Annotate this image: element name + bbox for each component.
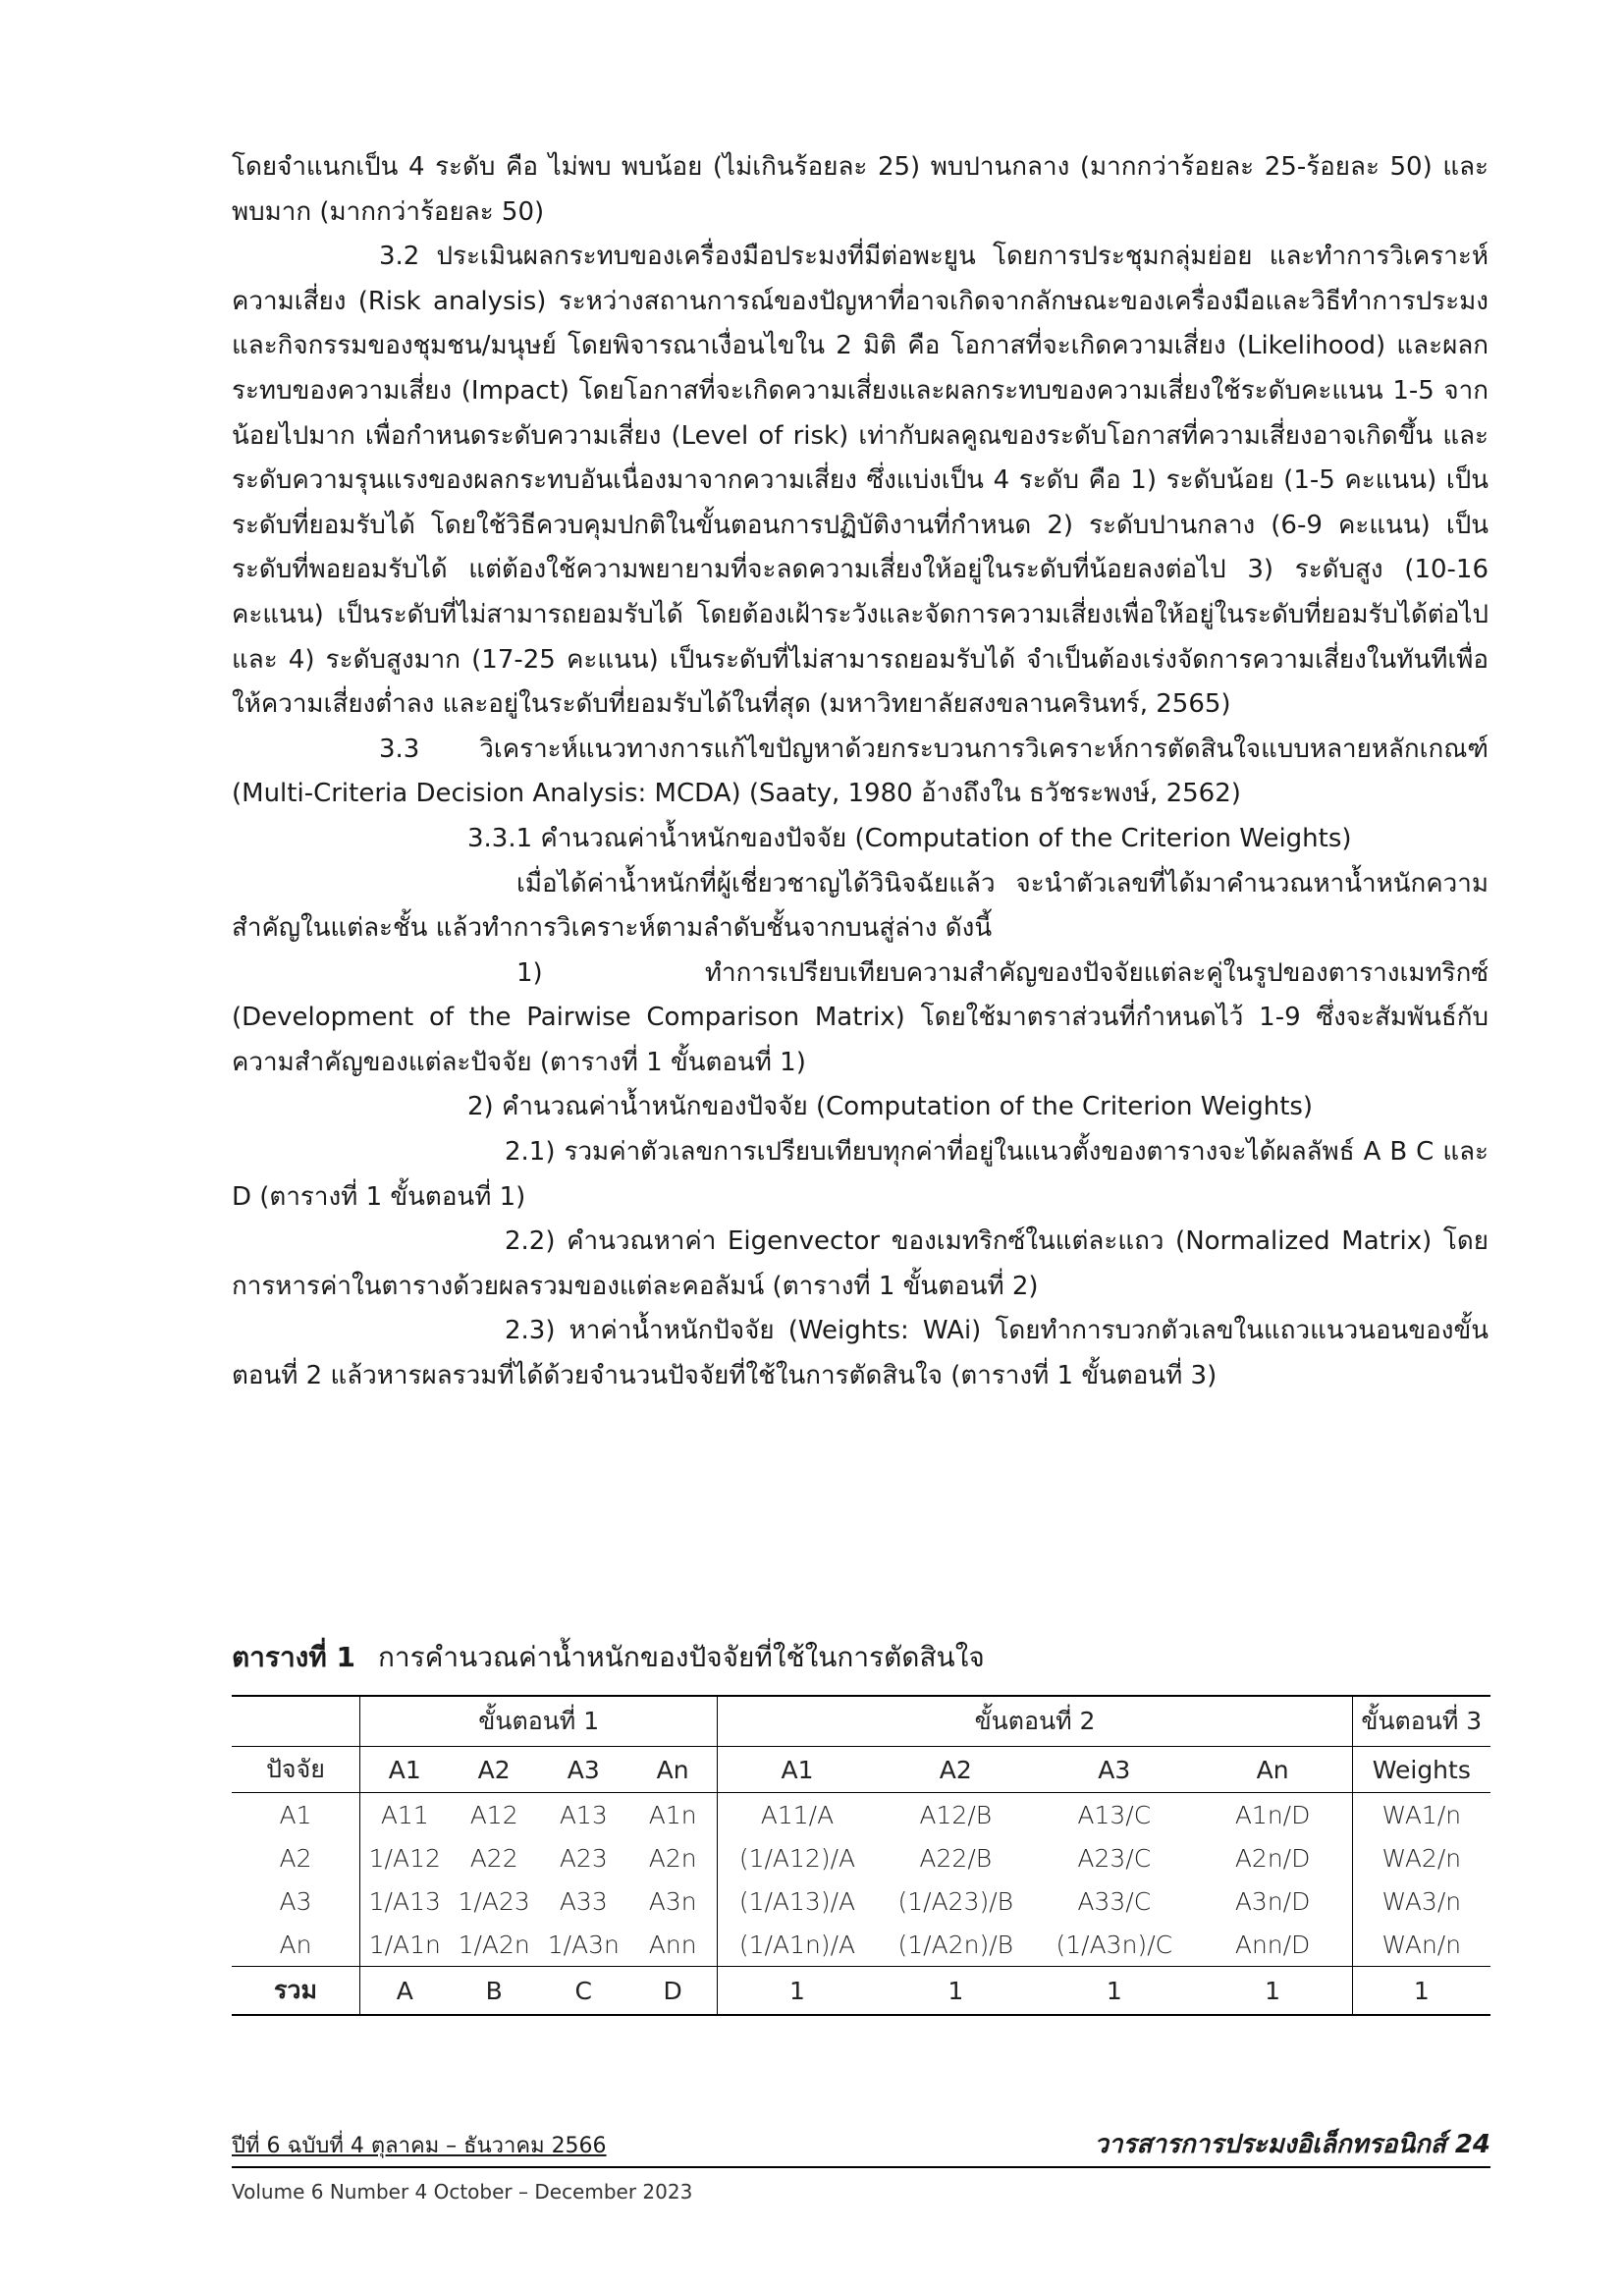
group-header-step-3: ขั้นตอนที่ 3 <box>1352 1696 1490 1747</box>
table-cell: A11 <box>359 1793 449 1837</box>
table-cell: A12/B <box>919 1800 993 1829</box>
table-cell: (1/A12)/A <box>718 1836 877 1879</box>
table-cell: A33 <box>559 1886 608 1916</box>
table-cell: 1/A12 <box>359 1836 449 1879</box>
total-cell: 1 <box>1352 1967 1490 2016</box>
table-column-header-row <box>232 1747 1490 1793</box>
column-header: An <box>628 1747 718 1793</box>
table-cell: (1/A1n)/A <box>718 1923 877 1967</box>
total-label: รวม <box>232 1967 359 2016</box>
footer-issue-english: Volume 6 Number 4 October – December 2023 <box>232 2180 693 2204</box>
footer-journal-title: วารสารการประมงอิเล็กทรอนิกส์ 24 <box>1088 2129 1490 2160</box>
table-cell: A23 <box>559 1843 608 1873</box>
column-header: A2 <box>877 1747 1036 1793</box>
table-cell: A12 <box>469 1800 518 1829</box>
paragraph-3-3-1-heading: 3.3.1 คำนวณค่าน้ำหนักของปัจจัย (Computation of the Criterion Weights) <box>467 823 1352 853</box>
group-header-empty <box>232 1696 359 1747</box>
table-cell: (1/A23)/B <box>897 1886 1014 1916</box>
column-header: ปัจจัย <box>232 1747 359 1793</box>
column-header: Weights <box>1352 1747 1490 1793</box>
table-cell: WA3/n <box>1352 1879 1490 1923</box>
table-cell: A13 <box>559 1800 608 1829</box>
table-group-header-row <box>232 1696 1490 1747</box>
table-cell: 1/A23 <box>458 1886 530 1916</box>
table-caption <box>232 1638 985 1677</box>
footer-divider <box>232 2166 1490 2168</box>
table-caption-label: ตารางที่ 1 <box>232 1641 356 1673</box>
table-cell: A2n/D <box>1234 1843 1311 1873</box>
paragraph-3-3-mcda: 3.3 วิเคราะห์แนวทางการแก้ไขปัญหาด้วยกระบวนการวิเคราะห์การตัดสินใจแบบหลายหลักเกณฑ์ (Multi-Criteria Decision Analysis: MCDA) (Saaty, 1980 อ้างถึงใน ธวัชระพงษ์, 2562) <box>232 734 1489 809</box>
column-header: A1 <box>359 1747 449 1793</box>
table-cell: (1/A3n)/C <box>1056 1930 1173 1959</box>
table-cell: A1 <box>279 1800 312 1829</box>
table-cell: 1/A1n <box>359 1923 449 1967</box>
table-cell: WAn/n <box>1352 1923 1490 1967</box>
column-header: A3 <box>1035 1747 1194 1793</box>
table-cell: A2 <box>279 1843 312 1873</box>
table-cell: A3 <box>279 1886 312 1916</box>
table-cell: 1/A13 <box>359 1879 449 1923</box>
paragraph-expert-weights: เมื่อได้ค่าน้ำหนักที่ผู้เชี่ยวชาญได้วินิจฉัยแล้ว จะนำตัวเลขที่ได้มาคำนวณหาน้ำหนักความสำคัญในแต่ละชั้น แล้วทำการวิเคราะห์ตามลำดับชั้นจากบนสู่ล่าง ดังนี้ <box>232 868 1489 944</box>
table-cell: A22 <box>469 1843 518 1873</box>
column-header: A3 <box>539 1747 628 1793</box>
table-cell: A3n <box>648 1886 697 1916</box>
column-header: An <box>1194 1747 1353 1793</box>
total-cell: 1 <box>718 1967 877 2016</box>
total-cell: A <box>359 1967 449 2016</box>
table-cell: A1n <box>648 1800 697 1829</box>
column-header: A2 <box>450 1747 539 1793</box>
column-header: A1 <box>718 1747 877 1793</box>
paragraph-step-2-3: 2.3) หาค่าน้ำหนักปัจจัย (Weights: WAi) โดยทำการบวกตัวเลขในแถวแนวนอนของขั้นตอนที่ 2 แล้วหารผลรวมที่ได้ด้วยจำนวนปัจจัยที่ใช้ในการตัดสินใจ (ตารางที่ 1 ขั้นตอนที่ 3) <box>232 1316 1489 1391</box>
footer-issue-thai: ปีที่ 6 ฉบับที่ 4 ตุลาคม – ธันวาคม 2566 <box>232 2133 613 2160</box>
weights-table <box>232 1695 1490 2016</box>
paragraph-classification: โดยจำแนกเป็น 4 ระดับ คือ ไม่พบ พบน้อย (ไม่เกินร้อยละ 25) พบปานกลาง (มากกว่าร้อยละ 25-ร้อยละ 50) และพบมาก (มากกว่าร้อยละ 50) <box>232 152 1489 227</box>
table-cell: A11/A <box>718 1793 877 1837</box>
table-row <box>232 1836 1490 1879</box>
table-cell: (1/A2n)/B <box>897 1930 1013 1959</box>
paragraph-step-2-2: 2.2) คำนวณหาค่า Eigenvector ของเมทริกซ์ในแต่ละแถว (Normalized Matrix) โดยการหารค่าในตารางด้วยผลรวมของแต่ละคอลัมน์ (ตารางที่ 1 ขั้นตอนที่ 2) <box>232 1226 1489 1301</box>
table-cell: Ann <box>648 1930 697 1959</box>
table-row <box>232 1793 1490 1837</box>
total-cell: 1 <box>877 1967 1036 2016</box>
total-cell: C <box>539 1967 628 2016</box>
paragraph-step-2-1: 2.1) รวมค่าตัวเลขการเปรียบเทียบทุกค่าที่อยู่ในแนวตั้งของตารางจะได้ผลลัพธ์ A B C และ D (ตารางที่ 1 ขั้นตอนที่ 1) <box>232 1137 1489 1212</box>
total-cell: B <box>450 1967 539 2016</box>
paragraph-step-2: 2) คำนวณค่าน้ำหนักของปัจจัย (Computation of the Criterion Weights) <box>467 1092 1314 1122</box>
table-cell: A3n/D <box>1234 1886 1311 1916</box>
article-body <box>232 145 1489 1399</box>
table-cell: 1/A2n <box>458 1930 530 1959</box>
table-cell: A33/C <box>1077 1886 1152 1916</box>
table-cell: 1/A3n <box>547 1930 620 1959</box>
table-total-row <box>232 1967 1490 2016</box>
table-cell: A2n <box>648 1843 697 1873</box>
table-cell: WA2/n <box>1352 1836 1490 1879</box>
table-row <box>232 1879 1490 1923</box>
paragraph-3-2-risk-assessment: 3.2 ประเมินผลกระทบของเครื่องมือประมงที่มีต่อพะยูน โดยการประชุมกลุ่มย่อย และทำการวิเคราะห์ความเสี่ยง (Risk analysis) ระหว่างสถานการณ์ของปัญหาที่อาจเกิดจากลักษณะของเครื่องมือและวิธีทำการประมงและกิจกรรมของชุมชน/มนุษย์ โดยพิจารณาเงื่อนไขใน 2 มิติ คือ โอกาสที่จะเกิดความเสี่ยง (Likelihood) และผลกระทบของความเสี่ยง (Impact) โดยโอกาสที่จะเกิดความเสี่ยงและผลกระทบของความเสี่ยงใช้ระดับคะแนน 1-5 จากน้อยไปมาก เพื่อกำหนดระดับความเสี่ยง (Level of risk) เท่ากับผลคูณของระดับโอกาสที่ความเสี่ยงอาจเกิดขึ้น และระดับความรุนแรงของผลกระทบอันเนื่องมาจากความเสี่ยง ซึ่งแบ่งเป็น 4 ระดับ คือ 1) ระดับน้อย (1-5 คะแนน) เป็นระดับที่ยอมรับได้ โดยใช้วิธีควบคุมปกติในขั้นตอนการปฏิบัติงานที่กำหนด 2) ระดับปานกลาง (6-9 คะแนน) เป็นระดับที่พอยอมรับได้ แต่ต้องใช้ความพยายามที่จะลดความเสี่ยงให้อยู่ในระดับที่น้อยลงต่อไป 3) ระดับสูง (10-16 คะแนน) เป็นระดับที่ไม่สามารถยอมรับได้ โดยต้องเฝ้าระวังและจัดการความเสี่ยงเพื่อให้อยู่ในระดับที่ยอมรับได้ต่อไป และ 4) ระดับสูงมาก (17-25 คะแนน) เป็นระดับที่ไม่สามารถยอมรับได้ จำเป็นต้องเร่งจัดการความเสี่ยงในทันทีเพื่อให้ความเสี่ยงต่ำลง และอยู่ในระดับที่ยอมรับได้ในที่สุด (มหาวิทยาลัยสงขลานครินทร์, 2565) <box>232 242 1489 720</box>
table-cell: A22/B <box>919 1843 993 1873</box>
table-caption-text: การคำนวณค่าน้ำหนักของปัจจัยที่ใช้ในการตัดสินใจ <box>377 1641 985 1673</box>
table-cell: (1/A13)/A <box>718 1879 877 1923</box>
total-cell: 1 <box>1035 1967 1194 2016</box>
table-cell: A13/C <box>1077 1800 1152 1829</box>
total-cell: 1 <box>1194 1967 1353 2016</box>
table-cell: Ann/D <box>1234 1930 1311 1959</box>
group-header-step-1: ขั้นตอนที่ 1 <box>359 1696 718 1747</box>
table-cell: A23/C <box>1077 1843 1152 1873</box>
table-cell: An <box>279 1930 312 1959</box>
total-cell: D <box>628 1967 718 2016</box>
table-cell: A1n/D <box>1234 1800 1311 1829</box>
group-header-step-2: ขั้นตอนที่ 2 <box>718 1696 1352 1747</box>
table-row <box>232 1923 1490 1967</box>
paragraph-step-1: 1) ทำการเปรียบเทียบความสำคัญของปัจจัยแต่ละคู่ในรูปของตารางเมทริกซ์ (Development of the Pairwise Comparison Matrix) โดยใช้มาตราส่วนที่กำหนดไว้ 1-9 ซึ่งจะสัมพันธ์กับความสำคัญของแต่ละปัจจัย (ตารางที่ 1 ขั้นตอนที่ 1) <box>232 957 1489 1077</box>
table-cell: WA1/n <box>1352 1793 1490 1837</box>
